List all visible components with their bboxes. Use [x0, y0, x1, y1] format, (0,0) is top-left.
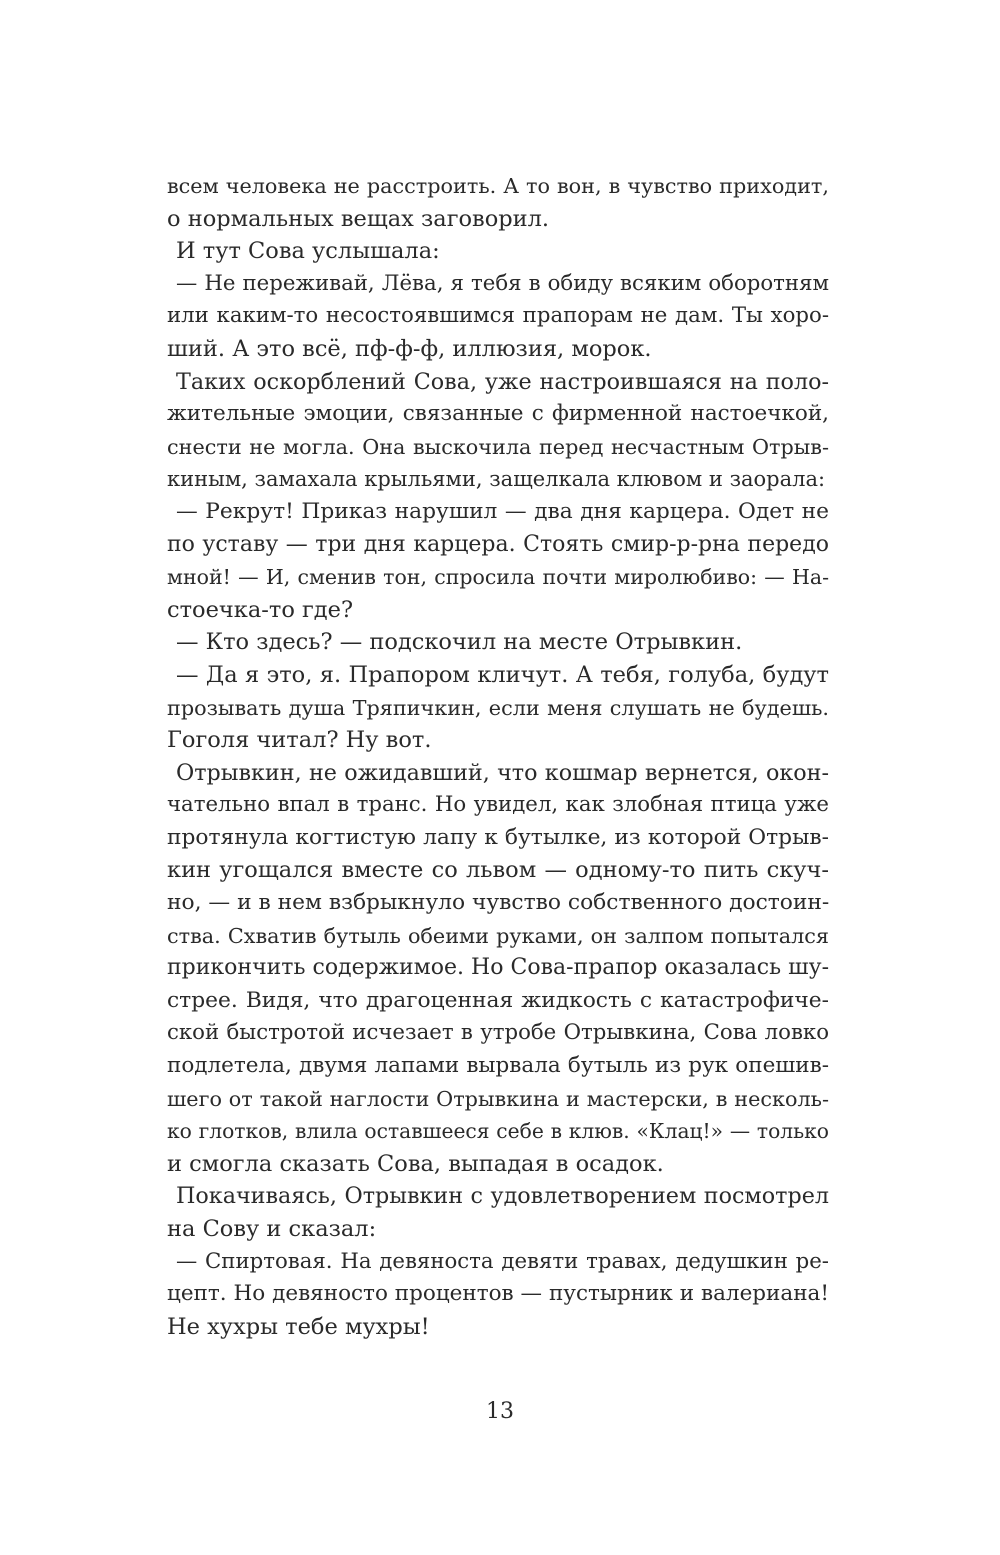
text-line: жительные эмоции, связанные с фирменной настоечкой, [167, 401, 829, 427]
text-line: о нормальных вещах заговорил. [167, 205, 550, 232]
text-line: Не хухры тебе мухры! [167, 1313, 430, 1340]
text-line: подлетела, двумя лапами вырвала бутыль из рук опешив- [167, 1053, 829, 1079]
text-line: — Кто здесь? — подскочил на месте Отрывкин. [176, 629, 743, 656]
text-line: всем человека не расстроить. А то вон, в чувство приходит, [167, 174, 829, 198]
text-line: кин угощался вместе со львом — одному-то пить скуч- [167, 857, 829, 884]
text-line: Отрывкин, не ожидавший, что кошмар вернется, окон- [176, 759, 829, 786]
text-line: ший. А это всё, пф-ф-ф, иллюзия, морок. [167, 335, 652, 362]
text-line: но, — и в нем взбрыкнуло чувство собственного достоин- [167, 890, 830, 916]
text-line: снести не могла. Она выскочила перед несчастным Отрыв- [167, 434, 829, 459]
text-line: или каким-то несостоявшимся прапорам не дам. Ты хоро- [167, 303, 829, 329]
text-line: Таких оскорблений Сова, уже настроившаяся на поло- [176, 368, 829, 395]
text-line: Гоголя читал? Ну вот. [167, 727, 432, 754]
text-line: Покачиваясь, Отрывкин с удовлетворением посмотрел [176, 1183, 829, 1210]
text-line: протянула когтистую лапу к бутылке, из которой Отрыв- [167, 824, 829, 850]
text-line: киным, замахала крыльями, защелкала клювом и заорала: [167, 467, 826, 492]
text-line: ства. Схватив бутыль обеими руками, он залпом попытался [167, 923, 829, 948]
text-line: прозывать душа Тряпичкин, если меня слушать не будешь. [167, 695, 829, 720]
text-line: шего от такой наглости Отрывкина и мастерски, в несколь- [167, 1086, 829, 1111]
text-line: — Да я это, я. Прапором кличут. А тебя, голуба, будут [176, 661, 829, 688]
text-line: — Не переживай, Лёва, я тебя в обиду всяким оборотням [176, 270, 829, 296]
text-line: — Рекрут! Приказ нарушил — два дня карцера. Одет не [176, 498, 829, 524]
text-line: на Сову и сказал: [167, 1216, 377, 1242]
text-line: цепт. Но девяносто процентов — пустырник и валериана! [167, 1281, 829, 1307]
text-line: — Спиртовая. На девяноста девяти травах, дедушкин ре- [176, 1248, 829, 1274]
text-line: И тут Сова услышала: [176, 238, 440, 265]
page-number: 13 [486, 1399, 514, 1424]
text-line: по уставу — три дня карцера. Стоять смир-р-рна передо [167, 531, 829, 557]
text-line: стрее. Видя, что драгоценная жидкость с катастрофиче- [167, 987, 829, 1013]
text-line: чательно впал в транс. Но увидел, как злобная птица уже [167, 792, 829, 818]
text-line: ко глотков, влила оставшееся себе в клюв. «Клац!» — только [167, 1119, 829, 1144]
text-line: стоечка-то где? [167, 596, 354, 623]
text-line: и смогла сказать Сова, выпадая в осадок. [167, 1150, 664, 1177]
body-text [167, 170, 829, 1343]
text-line: мной! — И, сменив тон, спросила почти миролюбиво: — На- [167, 565, 829, 590]
text-line: прикончить содержимое. Но Сова-прапор оказалась шу- [167, 955, 829, 981]
text-line: ской быстротой исчезает в утробе Отрывкина, Сова ловко [167, 1020, 829, 1046]
